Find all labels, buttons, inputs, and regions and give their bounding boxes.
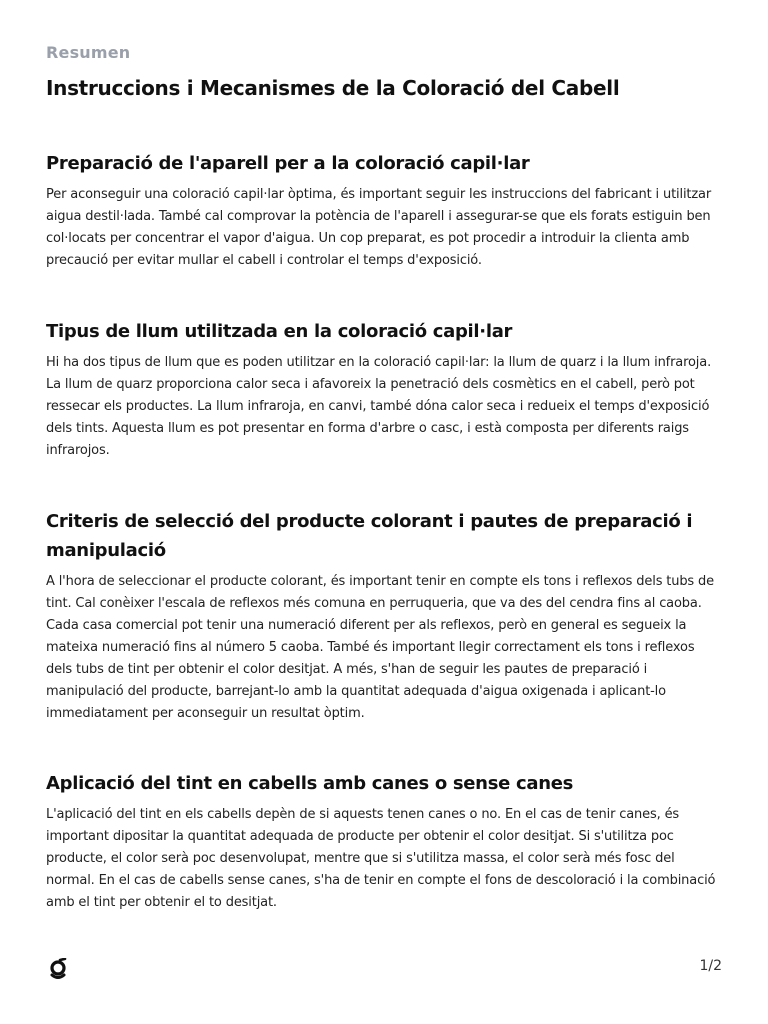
section-llum bbox=[46, 317, 724, 462]
section-body: Per aconseguir una coloració capil·lar òptima, és important seguir les instruccions del fabricant i utilitzar aigua destil·lada. També cal comprovar la potència de l'aparell i assegurar-se que els forats estiguin ben col·locats per concentrar el vapor d'aigua. Un cop preparat, es pot procedir a introduir la clienta amb precaució per evitar mullar el cabell i controlar el temps d'exposició. bbox=[46, 187, 712, 268]
section-body: L'aplicació del tint en els cabells depèn de si aquests tenen canes o no. En el cas de tenir canes, és important dipositar la quantitat adequada de producte per obtenir el color desitjat. Si s'utilitza poc producte, el color serà poc desenvolupat, mentre que si s'utilitza massa, el color serà més fosc del normal. En el cas de cabells sense canes, s'ha de tenir en compte el fons de descoloració i la combinació amb el tint per obtenir el to desitjat. bbox=[46, 807, 716, 910]
section-heading: Criteris de selecció del producte colorant i pautes de preparació i manipulació bbox=[46, 511, 693, 561]
page-number: 1/2 bbox=[699, 958, 722, 974]
section-aparell bbox=[46, 149, 724, 272]
summary-label: Resumen bbox=[46, 43, 131, 62]
section-criteris bbox=[46, 507, 724, 725]
section-heading: Preparació de l'aparell per a la coloració capil·lar bbox=[46, 153, 530, 174]
section-body: Hi ha dos tipus de llum que es poden utilitzar en la coloració capil·lar: la llum de quarz i la llum infraroja. La llum de quarz proporciona calor seca i afavoreix la penetració dels cosmètics en el cabell, però pot ressecar els productes. La llum infraroja, en canvi, també dóna calor seca i redueix el temps d'exposició dels tints. Aquesta llum es pot presentar en forma d'arbre o casc, i està composta per diferents raigs infrarojos. bbox=[46, 355, 712, 458]
section-body: A l'hora de seleccionar el producte colorant, és important tenir en compte els tons i reflexos dels tubs de tint. Cal conèixer l'escala de reflexos més comuna en perruqueria, que va des del cendra fins al caoba. Cada casa comercial pot tenir una numeració diferent per als reflexos, però en general es segueix la mateixa numeració fins al número 5 caoba. També és important llegir correctament els tons i reflexos dels tubs de tint per obtenir el color desitjat. A més, s'han de seguir les pautes de preparació i manipulació del producte, barrejant-lo amb la quantitat adequada d'aigua oxigenada i aplicant-lo immediatament per aconseguir un resultat òptim. bbox=[46, 574, 714, 721]
section-heading: Aplicació del tint en cabells amb canes o sense canes bbox=[46, 773, 574, 794]
document-title: Instruccions i Mecanismes de la Coloració del Cabell bbox=[46, 76, 620, 100]
brand-logo-icon bbox=[48, 958, 68, 980]
section-aplicacio bbox=[46, 769, 724, 914]
section-heading: Tipus de llum utilitzada en la coloració capil·lar bbox=[46, 321, 513, 342]
